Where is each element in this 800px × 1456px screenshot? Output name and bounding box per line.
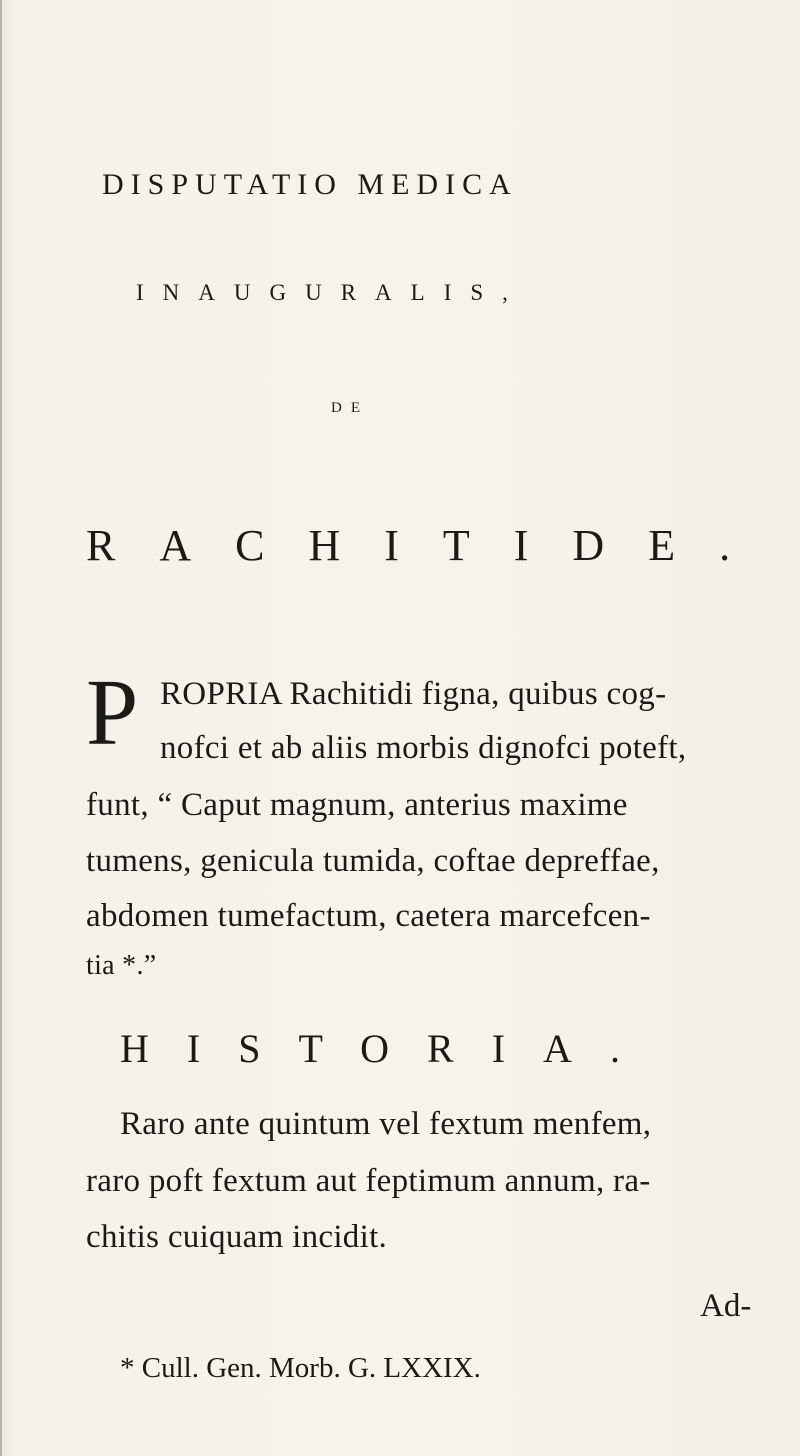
drop-cap: P [86,661,139,765]
paragraph-2-line: Raro ante quintum vel fextum menfem, [120,1106,652,1142]
footnote: * Cull. Gen. Morb. G. LXXIX. [120,1352,481,1384]
title-de: DE [331,400,369,416]
paragraph-2-line: chitis cuiquam incidit. [86,1219,388,1255]
title-rachitide: RACHITIDE. [86,521,775,570]
paragraph-1-line: nofci et ab aliis morbis dignofci poteft, [160,730,687,766]
catchword: Ad- [700,1288,752,1324]
paragraph-1-line: funt, “ Caput magnum, anterius maxime [86,787,628,823]
paragraph-1-line: abdomen tumefactum, caetera marcefcen- [86,898,651,934]
title-disputatio-medica: DISPUTATIO MEDICA [102,168,518,201]
paragraph-2-line: raro poft fextum aut feptimum annum, ra- [86,1163,651,1199]
section-heading-historia: HISTORIA. [120,1026,658,1071]
paragraph-1-line: tumens, genicula tumida, coftae depreffae, [86,843,660,879]
paragraph-1-line: ROPRIA Rachitidi figna, quibus cog- [160,676,667,712]
title-inauguralis: INAUGURALIS, [136,280,527,305]
page-edge [0,0,2,1456]
paragraph-1-line: tia *.” [86,950,157,981]
